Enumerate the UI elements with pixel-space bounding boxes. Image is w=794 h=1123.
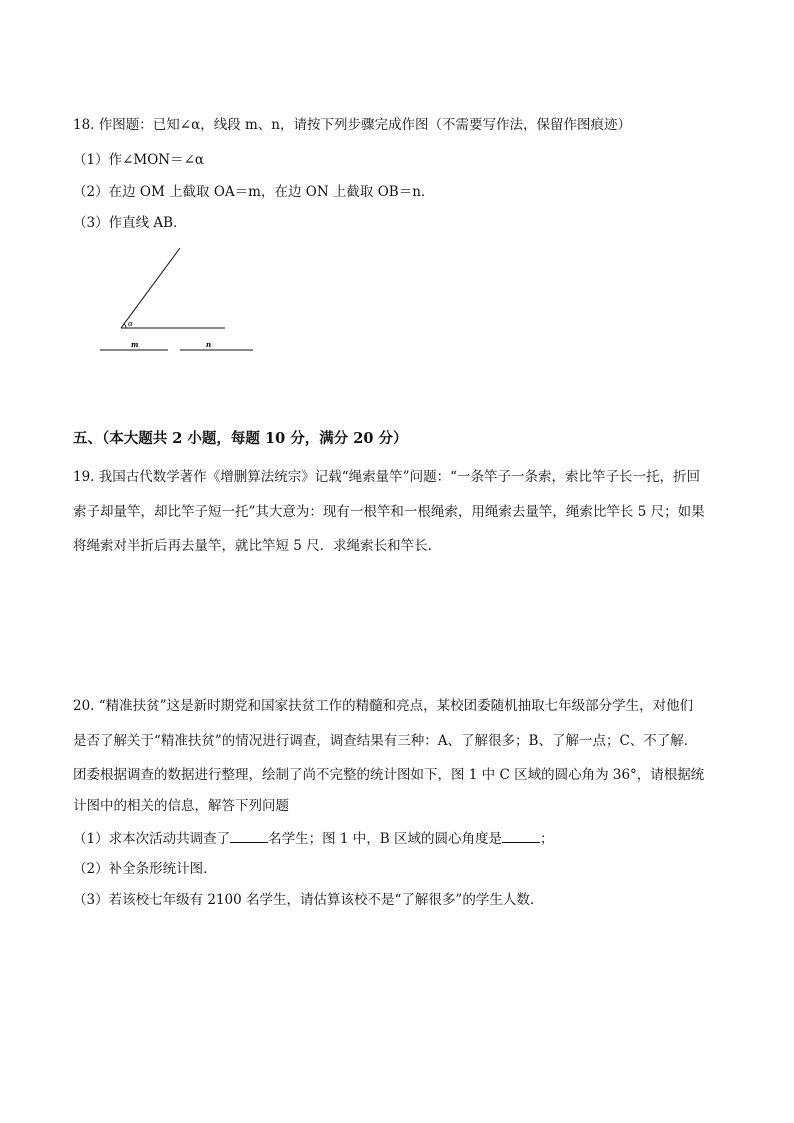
q19-line-1: 19. 我国古代数学著作《增删算法统宗》记载“绳索量竿”问题：“一条竿子一条索，索比竿子长一托，折回 — [73, 469, 700, 485]
q20-sub-3: （3）若该校七年级有 2100 名学生，请估算该校不是“了解很多”的学生人数． — [73, 892, 544, 908]
q20-line-2: 是否了解关于“精准扶贫”的情况进行调查，调查结果有三种：A、了解很多；B、了解一点；C、不了解． — [73, 733, 698, 749]
q18-step-3: （3）作直线 AB． — [73, 215, 187, 231]
answer-blank-angle — [502, 829, 540, 843]
q19-line-2: 索子却量竿，却比竿子短一托”其大意为：现有一根竿和一根绳索，用绳索去量竿，绳索比竿长 5 尺；如果 — [73, 504, 705, 520]
q18-step-1: （1）作∠MON＝∠α — [73, 152, 205, 168]
q20-sub-1-text-c: ； — [539, 831, 554, 847]
q20-sub-1-text-a: （1）求本次活动共调查了 — [73, 831, 231, 847]
angle-ray-upper — [121, 248, 180, 328]
q20-line-4: 计图中的相关的信息，解答下列问题 — [73, 798, 289, 814]
q20-sub-1-text-b: 名学生；图 1 中，B 区域的圆心角度是 — [268, 831, 502, 847]
segment-n-label: n — [206, 340, 212, 349]
section-five-heading: 五、（本大题共 2 小题，每题 10 分，满分 20 分） — [73, 430, 408, 447]
q20-line-3: 团委根据调查的数据进行整理，绘制了尚不完整的统计图如下，图 1 中 C 区域的圆心角为 36°，请根据统 — [73, 767, 705, 783]
q18-step-2: （2）在边 OM 上截取 OA＝m，在边 ON 上截取 OB＝n． — [73, 184, 435, 200]
q20-sub-2: （2）补全条形统计图． — [73, 861, 217, 877]
angle-figure — [95, 240, 265, 360]
angle-alpha-label: α — [128, 320, 133, 328]
angle-arc — [124, 324, 126, 328]
q19-line-3: 将绳索对半折后再去量竿，就比竿短 5 尺．求绳索长和竿长． — [73, 538, 442, 554]
q20-sub-1 — [73, 829, 553, 848]
answer-blank-count — [230, 829, 268, 843]
q20-line-1: 20. “精准扶贫”这是新时期党和国家扶贫工作的精髓和亮点，某校团委随机抽取七年级部分学生，对他们 — [73, 698, 694, 714]
segment-m-label: m — [131, 340, 139, 349]
q18-title: 18. 作图题：已知∠α，线段 m、n，请按下列步骤完成作图（不需要写作法，保留作图痕迹） — [73, 117, 631, 133]
